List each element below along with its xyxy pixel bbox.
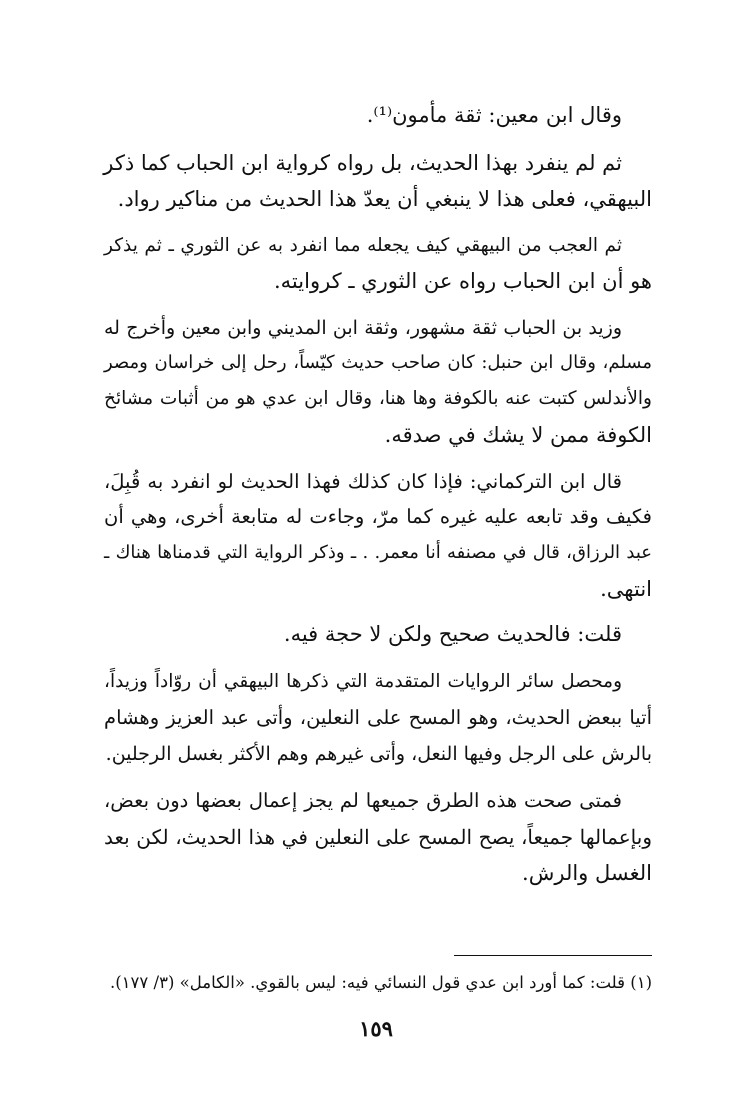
paragraph-7-line-1: ومحصل سائر الروايات المتقدمة التي ذكرها البيهقي أن روّاداً وزيداً، (104, 671, 622, 692)
paragraph-1-line-1: وقال ابن معين: ثقة مأمون⁽¹⁾. (366, 103, 622, 127)
paragraph-5-line-3: عبد الرزاق، قال في مصنفه أنا معمر. . ـ وذكر الرواية التي قدمناها هناك ـ (104, 542, 652, 563)
paragraph-4-line-3: والأندلس كتبت عنه بالكوفة وها هنا، وقال ابن عدي هو من أثبات مشائخ (104, 388, 652, 409)
paragraph-5-line-4: انتهى. (600, 577, 652, 601)
paragraph-2-line-1: ثم لم ينفرد بهذا الحديث، بل رواه كرواية ابن الحباب كما ذكر (103, 151, 622, 175)
paragraph-7-line-3: بالرش على الرجل وفيها النعل، وأتى غيرهم وهم الأكثر بغسل الرجلين. (105, 743, 652, 765)
paragraph-7-line-2: أتيا ببعض الحديث، وهو المسح على النعلين، وأتى عبد العزيز وهشام (104, 706, 652, 729)
page-number: ١٥٩ (359, 1016, 393, 1041)
footnote-divider (454, 955, 652, 956)
paragraph-4-line-4: الكوفة ممن لا يشك في صدقه. (384, 423, 652, 447)
paragraph-5-line-1: قال ابن التركماني: فإذا كان كذلك فهذا الحديث لو انفرد به قُبِلَ، (104, 470, 622, 493)
paragraph-5-line-2: فكيف وقد تابعه عليه غيره كما مرّ، وجاءت له متابعة أخرى، وهي أن (104, 505, 652, 528)
paragraph-6-line-1: قلت: فالحديث صحيح ولكن لا حجة فيه. (283, 622, 622, 646)
paragraph-4-line-1: وزيد بن الحباب ثقة مشهور، وثقة ابن المديني وابن معين وأخرج له (104, 317, 622, 339)
paragraph-8-line-2: وبإعمالها جميعاً، يصح المسح على النعلين في هذا الحديث، لكن بعد (104, 825, 652, 849)
paragraph-8-line-1: فمتى صحت هذه الطرق جميعها لم يجز إعمال بعضها دون بعض، (104, 789, 622, 812)
paragraph-8-line-3: الغسل والرش. (522, 861, 652, 885)
footnote-text: (١) قلت: كما أورد ابن عدي قول النسائي فيه: ليس بالقوي. «الكامل» (٣/ ١٧٧). (109, 973, 652, 992)
paragraph-3-line-1: ثم العجب من البيهقي كيف يجعله مما انفرد به عن الثوري ـ ثم يذكر (104, 235, 622, 256)
paragraph-3-line-2: هو أن ابن الحباب رواه عن الثوري ـ كروايته. (274, 269, 652, 293)
paragraph-2-line-2: البيهقي، فعلى هذا لا ينبغي أن يعدّ هذا الحديث من مناكير رواد. (117, 187, 652, 211)
paragraph-4-line-2: مسلم، وقال ابن حنبل: كان صاحب حديث كيّساً، رحل إلى خراسان ومصر (104, 352, 652, 373)
